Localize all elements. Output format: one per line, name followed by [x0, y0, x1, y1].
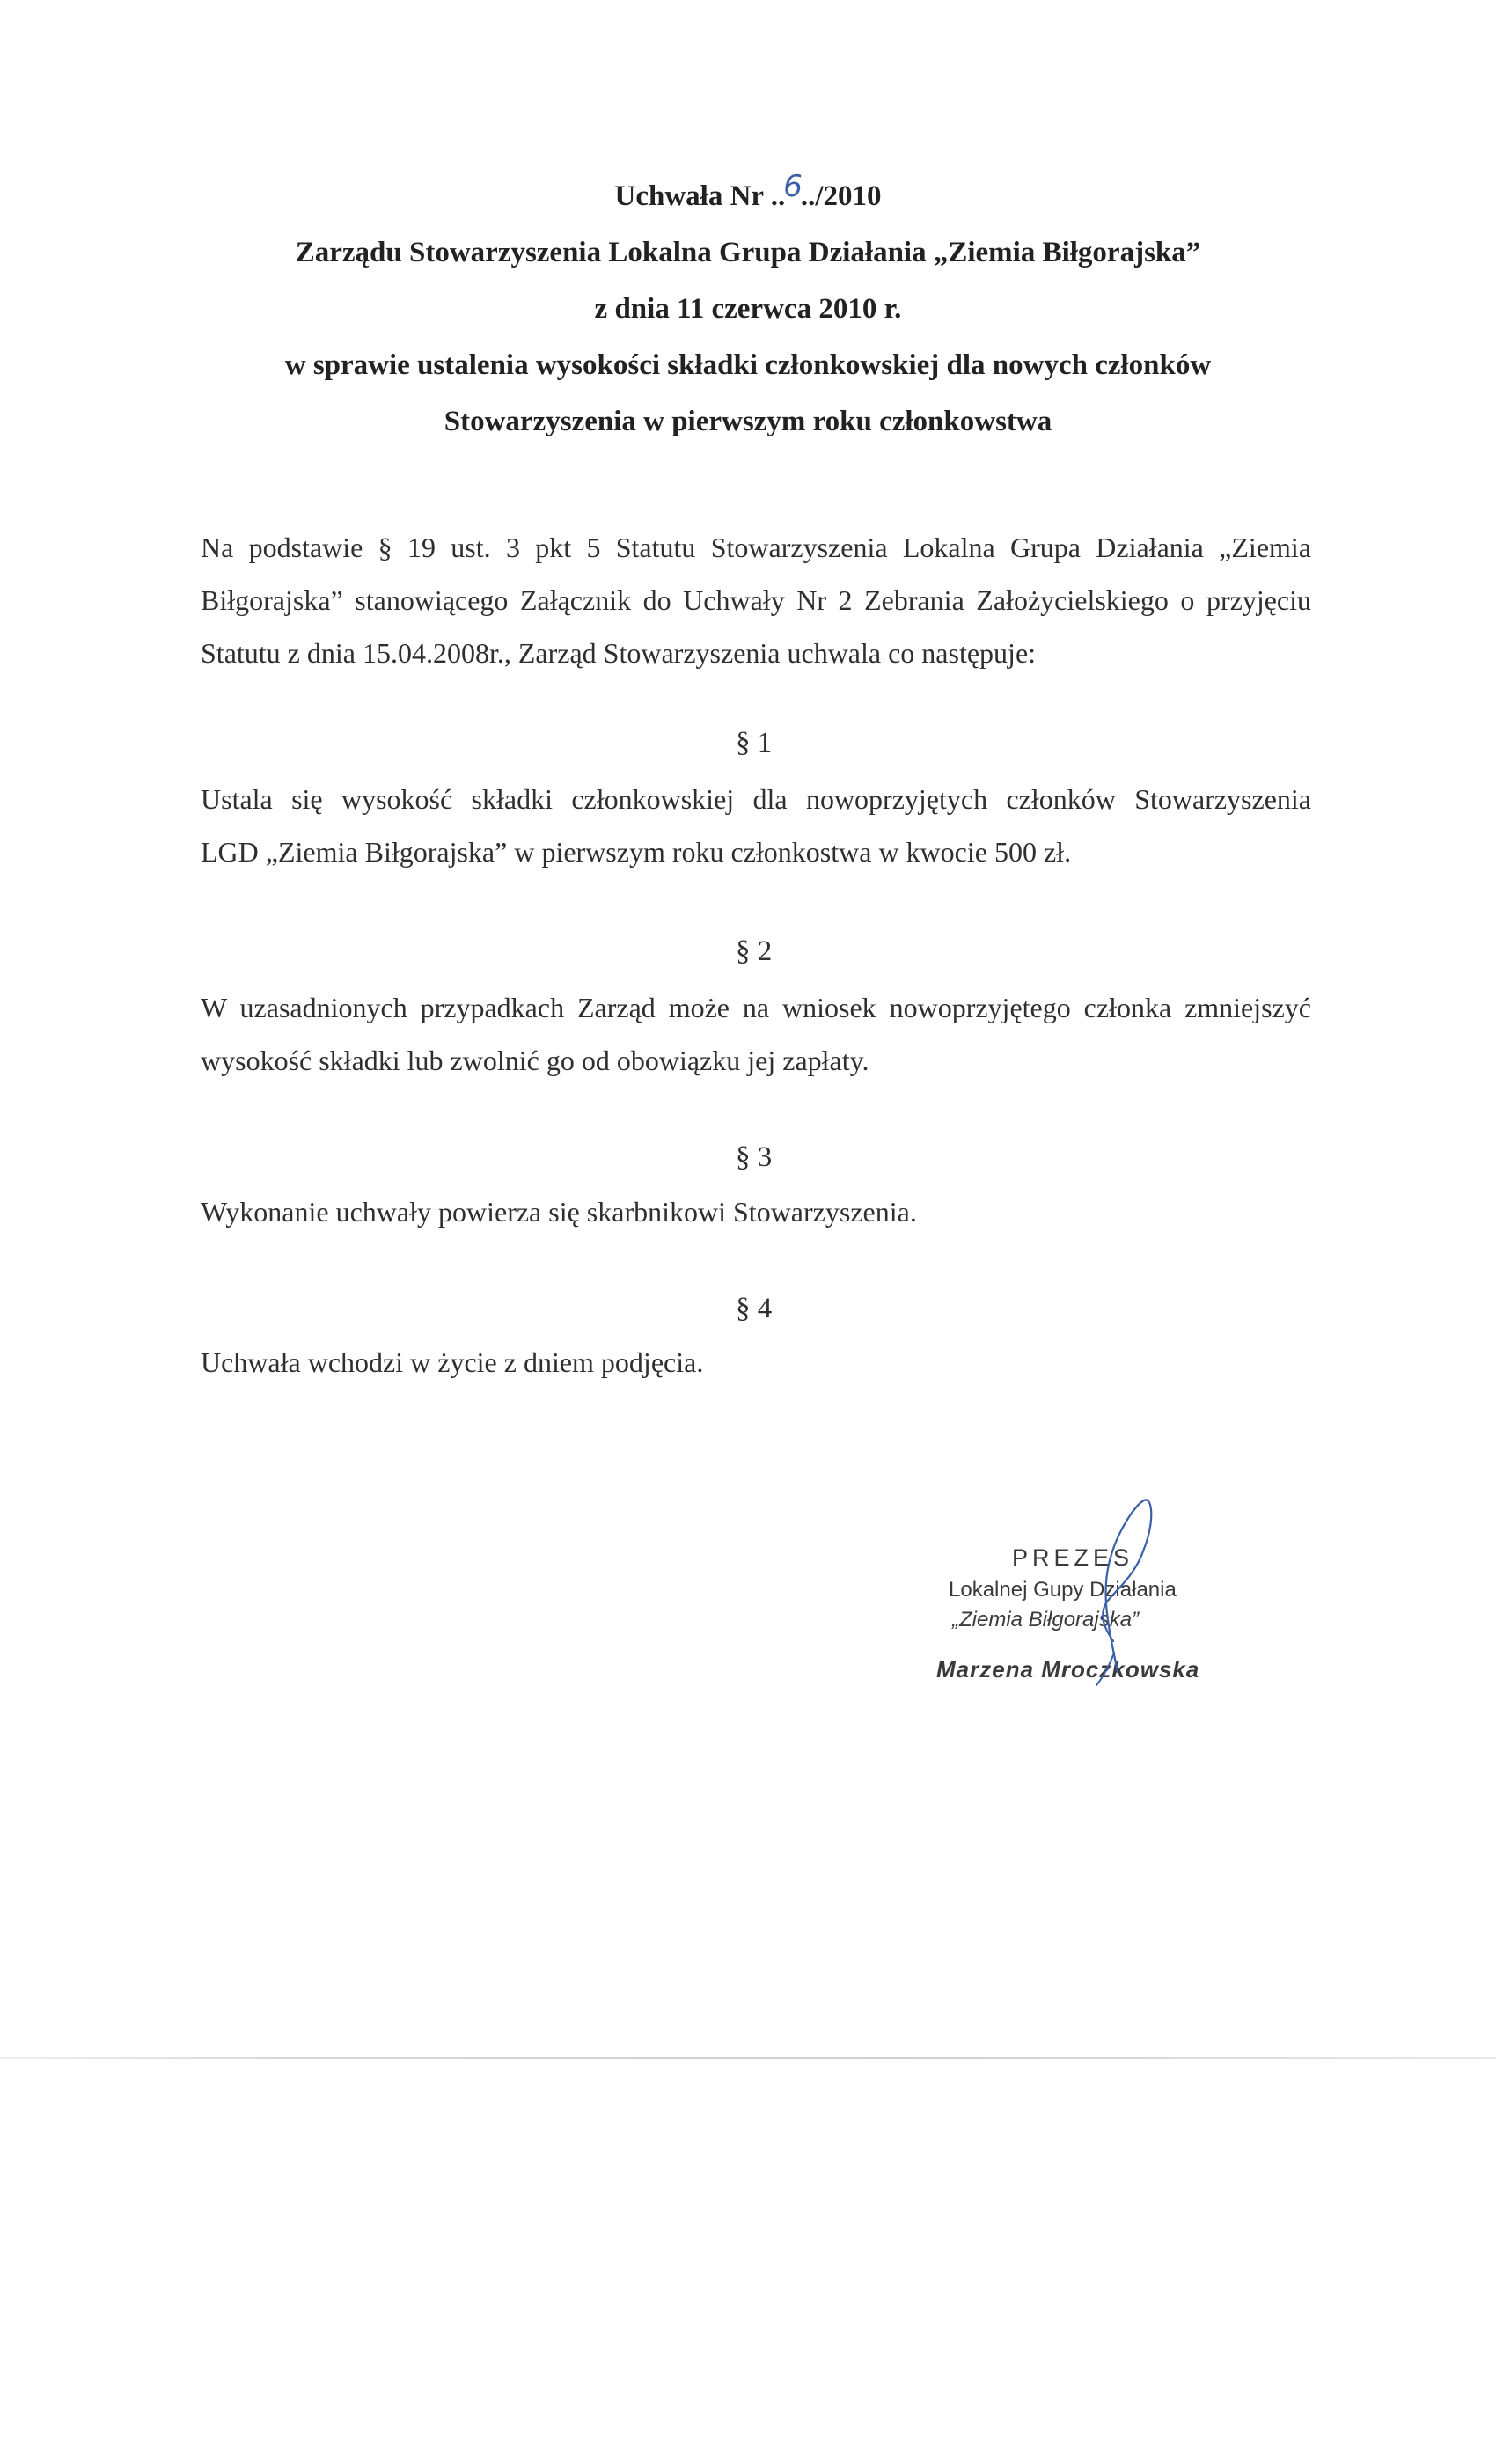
section-4-text [201, 1336, 1311, 1389]
preamble-line: Statutu z dnia 15.04.2008r., Zarząd Stowarzyszenia uchwala co następuje: [201, 637, 1037, 669]
section-1-text [201, 773, 1311, 878]
section-2-text [201, 981, 1311, 1087]
preamble-line: Na podstawie § 19 ust. 3 pkt 5 Statutu Stowarzyszenia Lokalna Grupa Działania „Ziemia [201, 532, 1311, 563]
section-3-mark: § 3 [736, 1141, 773, 1173]
scan-edge-line [0, 2057, 1496, 2059]
resolution-subject-line2: Stowarzyszenia w pierwszym roku członkowstwa [444, 406, 1052, 437]
section-line: LGD „Ziemia Biłgorajska” w pierwszym roku członkostwa w kwocie 500 zł. [201, 836, 1072, 868]
resolution-title [0, 167, 1496, 224]
handwritten-signature [1012, 1487, 1188, 1707]
stamp-person-name: Marzena Mroczkowska [936, 1656, 1200, 1683]
section-line: Ustala się wysokość składki członkowskiej dla nowoprzyjętych członków Stowarzyszenia [201, 783, 1311, 815]
preamble [201, 521, 1311, 679]
section-4-mark: § 4 [736, 1293, 773, 1324]
section-line: wysokość składki lub zwolnić go od obowiązku jej zapłaty. [201, 1045, 869, 1076]
resolution-issuer: Zarządu Stowarzyszenia Lokalna Grupa Działania „Ziemia Biłgorajska” [295, 237, 1201, 268]
stamp-title: PREZES [1012, 1544, 1134, 1571]
resolution-date: z dnia 11 czerwca 2010 r. [594, 293, 902, 325]
resolution-subject-line1: w sprawie ustalenia wysokości składki członkowskiej dla nowych członków [284, 349, 1212, 381]
section-line: Uchwała wchodzi w życie z dniem podjęcia. [201, 1346, 704, 1378]
stamp-organization-name: „Ziemia Biłgorajska” [952, 1608, 1140, 1632]
section-line: Wykonanie uchwały powierza się skarbnikowi Stowarzyszenia. [201, 1196, 917, 1228]
stamp-organization: Lokalnej Gupy Działania [949, 1578, 1177, 1602]
section-2-mark: § 2 [736, 935, 773, 967]
resolution-header [0, 167, 1496, 450]
title-prefix: Uchwała Nr .. [614, 180, 786, 212]
title-suffix: ../2010 [800, 180, 882, 212]
section-1-mark: § 1 [736, 727, 773, 759]
preamble-line: Biłgorajska” stanowiącego Załącznik do Uchwały Nr 2 Zebrania Założycielskiego o przyjęciu [201, 584, 1311, 616]
section-line: W uzasadnionych przypadkach Zarząd może na wniosek nowoprzyjętego członka zmniejszyć [201, 992, 1311, 1023]
section-3-text [201, 1185, 1311, 1238]
handwritten-resolution-number: 6 [783, 169, 803, 204]
